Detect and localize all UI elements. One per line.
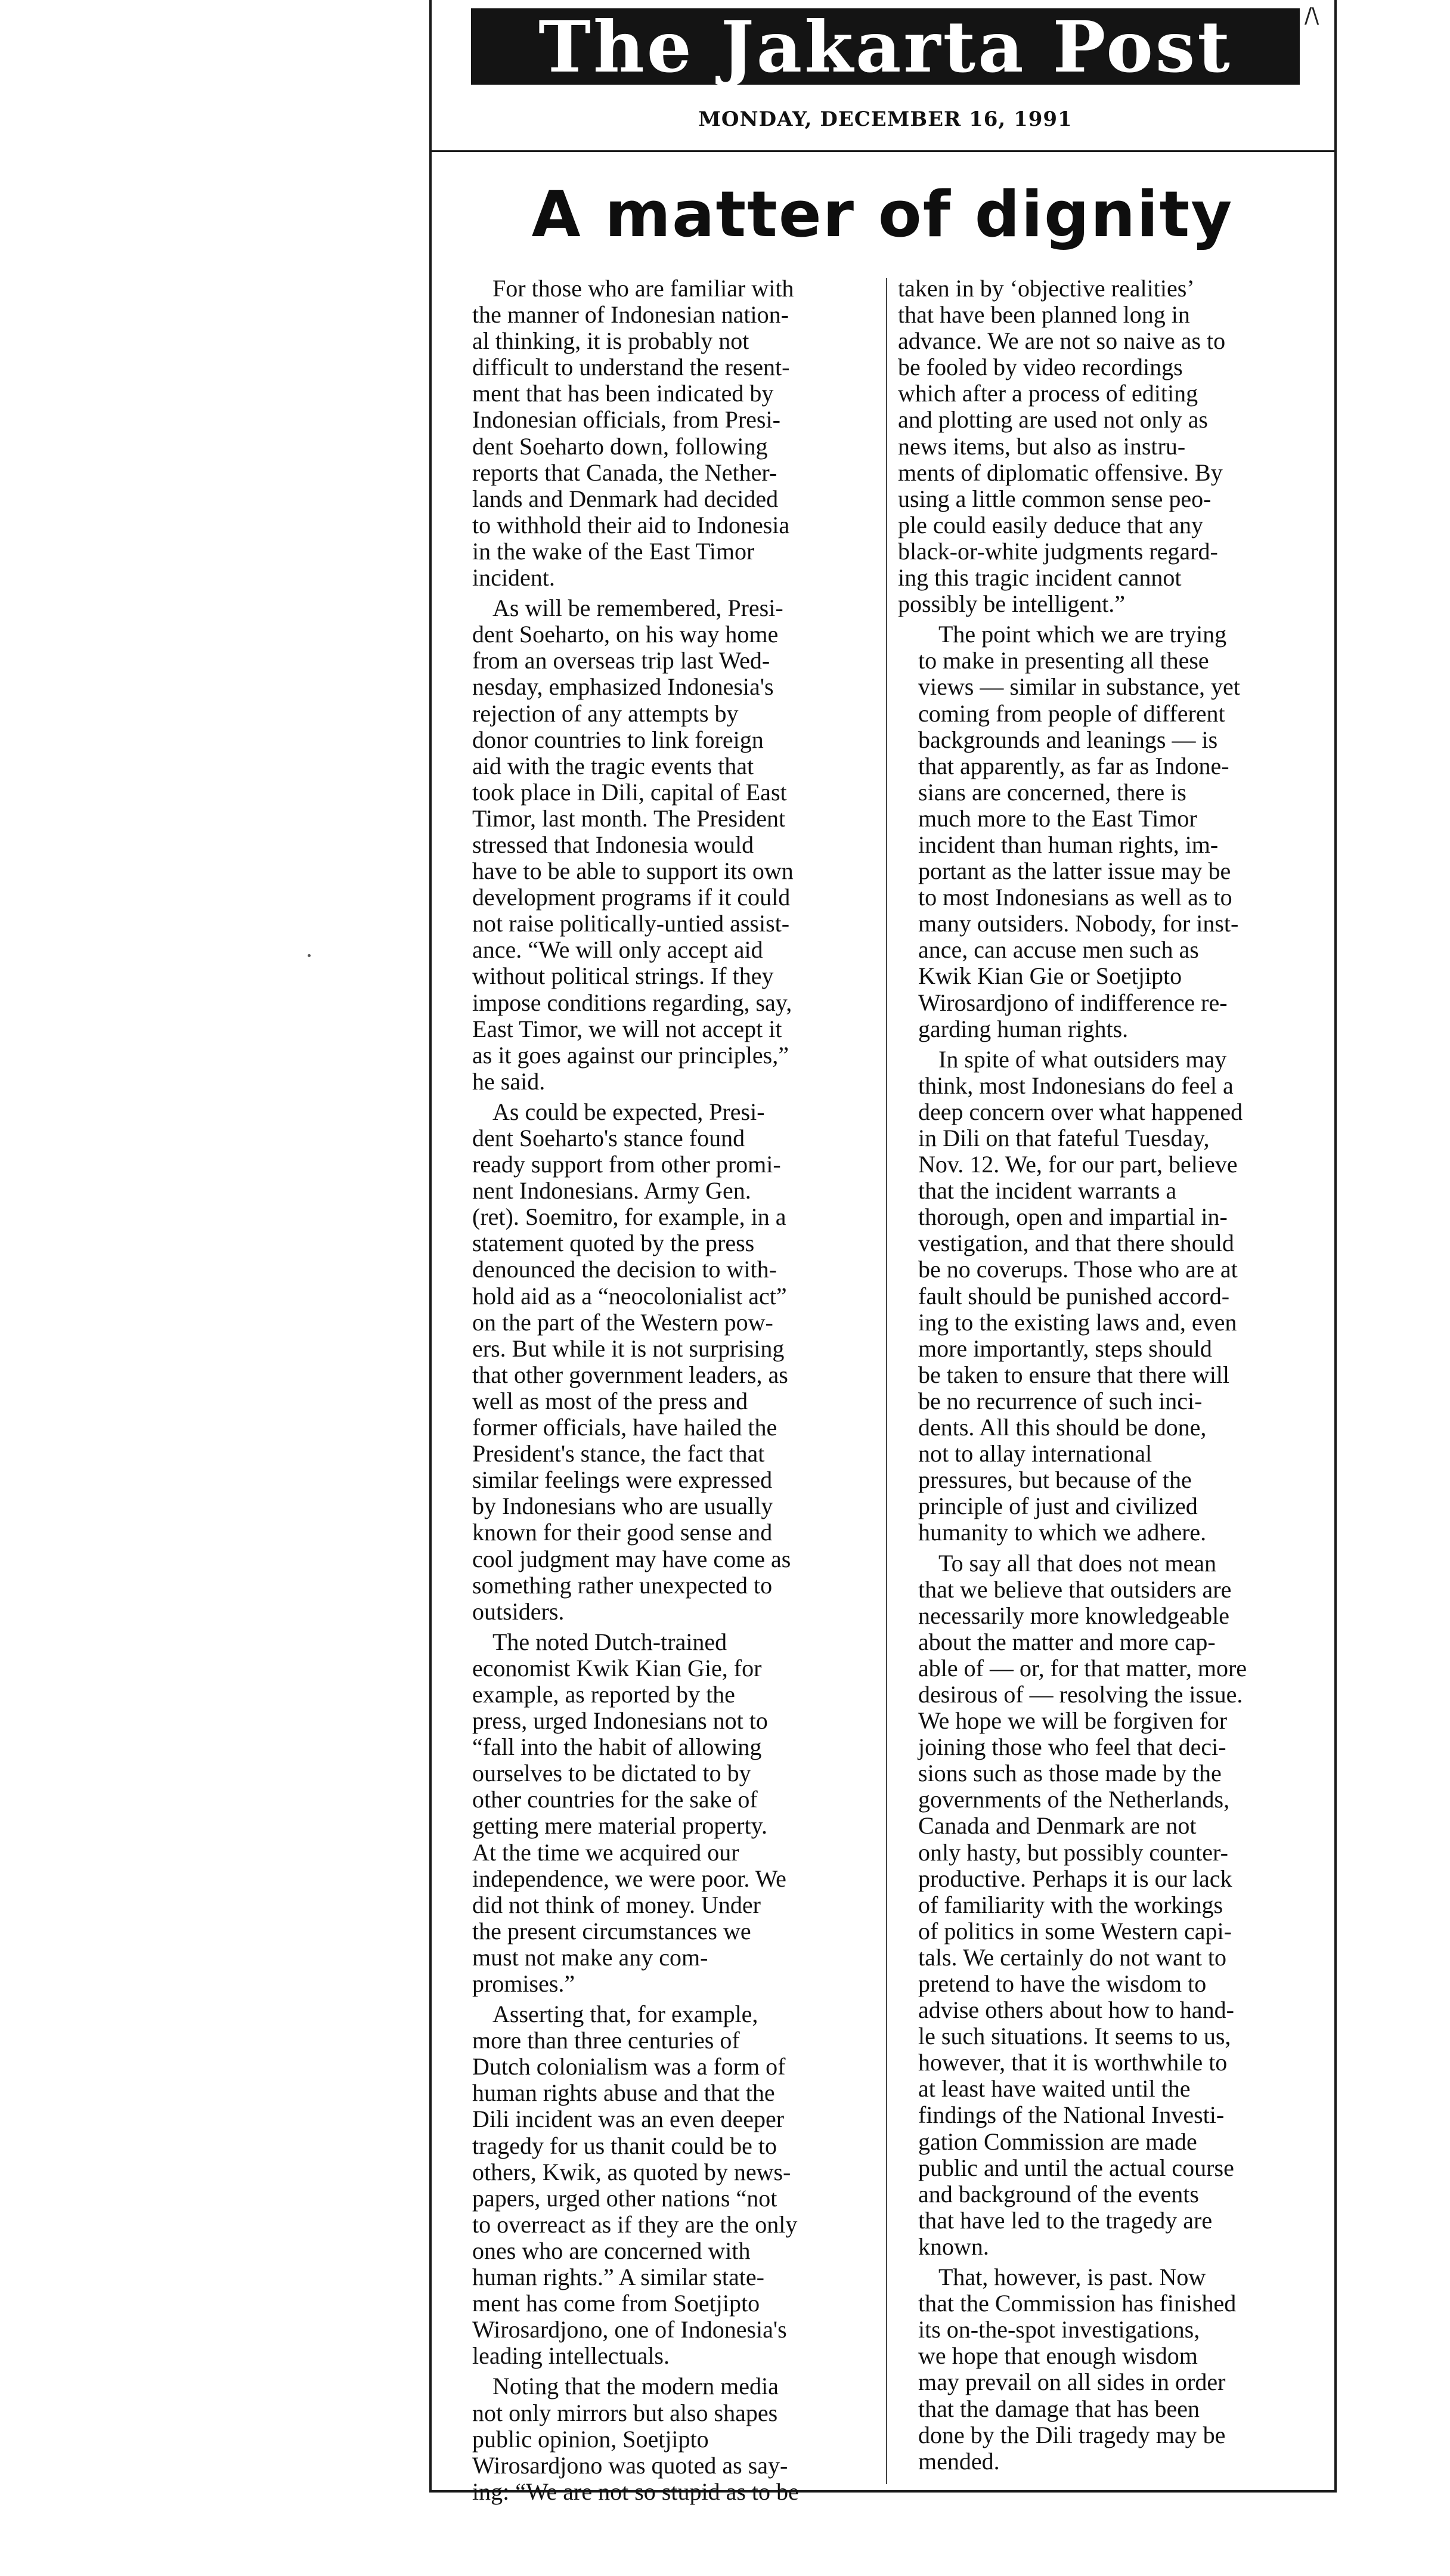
- text-line: As could be expected, Presi-: [492, 1098, 765, 1125]
- text-line: getting mere material property.: [472, 1812, 767, 1840]
- text-line: The noted Dutch-trained: [492, 1628, 727, 1655]
- text-line: Wirosardjono, one of Indonesia's: [472, 2316, 787, 2343]
- masthead-title: The Jakarta Post: [538, 5, 1232, 88]
- text-line: statement quoted by the press: [472, 1230, 755, 1257]
- text-line: al thinking, it is probably not: [472, 327, 749, 355]
- text-line: advise others about how to hand-: [918, 1996, 1234, 2024]
- text-line: lands and Denmark had decided: [472, 485, 779, 512]
- text-line: known for their good sense and: [472, 1519, 773, 1546]
- text-line: ment that has been indicated by: [472, 380, 774, 407]
- paragraph: [452, 275, 875, 591]
- text-line: ones who are concerned with: [472, 2237, 751, 2264]
- text-line: Nov. 12. We, for our part, believe: [918, 1151, 1238, 1178]
- text-line: dent Soeharto, on his way home: [472, 621, 779, 648]
- text-line: Dutch colonialism was a form of: [472, 2053, 786, 2080]
- text-line: economist Kwik Kian Gie, for: [472, 1654, 762, 1682]
- text-line: To say all that does not mean: [938, 1549, 1216, 1577]
- paragraph: [452, 2373, 875, 2504]
- text-line: gation Commission are made: [918, 2128, 1197, 2155]
- text-line: President's stance, the fact that: [472, 1440, 765, 1467]
- text-line: ments of diplomatic offensive. By: [898, 459, 1223, 486]
- text-line: cool judgment may have come as: [472, 1545, 791, 1572]
- text-line: As will be remembered, Presi-: [492, 595, 783, 622]
- right-border-rule: [1334, 0, 1337, 2493]
- paragraph: [898, 1550, 1324, 2261]
- text-line: from an overseas trip last Wed-: [472, 647, 770, 674]
- text-line: dents. All this should be done,: [918, 1414, 1207, 1441]
- text-line: that other government leaders, as: [472, 1361, 788, 1388]
- text-line: For those who are familiar with: [492, 275, 794, 302]
- text-line: backgrounds and leanings — is: [918, 726, 1218, 753]
- text-line: East Timor, we will not accept it: [472, 1015, 782, 1042]
- text-line: using a little common sense peo-: [898, 485, 1212, 512]
- text-line: its on-the-spot investigations,: [918, 2316, 1200, 2343]
- text-line: the present circumstances we: [472, 1917, 751, 1945]
- text-line: public and until the actual course: [918, 2154, 1234, 2181]
- dateline: MONDAY, DECEMBER 16, 1991: [698, 107, 1073, 131]
- text-line: that have led to the tragedy are: [918, 2206, 1213, 2234]
- text-line: Dili incident was an even deeper: [472, 2106, 785, 2133]
- text-line: Wirosardjono was quoted as say-: [472, 2451, 788, 2479]
- text-line: took place in Dili, capital of East: [472, 778, 787, 806]
- text-line: governments of the Netherlands,: [918, 1786, 1230, 1813]
- text-line: dent Soeharto's stance found: [472, 1125, 745, 1151]
- text-line: that the damage that has been: [918, 2395, 1200, 2422]
- text-line: news items, but also as instru-: [898, 432, 1186, 460]
- text-line: well as most of the press and: [472, 1387, 748, 1414]
- text-line: ing this tragic incident cannot: [898, 564, 1182, 592]
- text-line: humanity to which we adhere.: [918, 1519, 1207, 1546]
- text-line: findings of the National Investi-: [918, 2101, 1225, 2129]
- article-left-column: [452, 275, 875, 2509]
- text-line: coming from people of different: [918, 699, 1225, 727]
- paragraph: [898, 2264, 1324, 2475]
- text-line: not raise politically-untied assist-: [472, 910, 790, 937]
- text-line: not only mirrors but also shapes: [472, 2399, 778, 2426]
- text-line: rejection of any attempts by: [472, 699, 739, 727]
- text-line: The point which we are trying: [938, 621, 1227, 648]
- masthead: [471, 5, 1300, 88]
- text-line: pressures, but because of the: [918, 1466, 1192, 1494]
- text-line: to most Indonesians as well as to: [918, 884, 1232, 911]
- text-line: ourselves to be dictated to by: [472, 1760, 751, 1787]
- text-line: other countries for the sake of: [472, 1786, 758, 1813]
- text-line: press, urged Indonesians not to: [472, 1707, 768, 1735]
- text-line: sians are concerned, there is: [918, 778, 1186, 806]
- paragraph: [898, 275, 1324, 617]
- text-line: at least have waited until the: [918, 2075, 1191, 2103]
- text-line: of familiarity with the workings: [918, 1891, 1223, 1918]
- text-line: to withhold their aid to Indonesia: [472, 511, 790, 538]
- text-line: stressed that Indonesia would: [472, 831, 754, 858]
- text-line: be taken to ensure that there will: [918, 1361, 1230, 1388]
- text-line: Wirosardjono of indifference re-: [918, 989, 1228, 1016]
- text-line: that have been planned long in: [898, 301, 1190, 329]
- text-line: We hope we will be forgiven for: [918, 1707, 1228, 1735]
- text-line: much more to the East Timor: [918, 804, 1197, 832]
- text-line: desirous of — resolving the issue.: [918, 1680, 1243, 1708]
- text-line: outsiders.: [472, 1597, 565, 1625]
- paragraph: [452, 595, 875, 1095]
- text-line: black-or-white judgments regard-: [898, 537, 1218, 565]
- text-line: vestigation, and that there should: [918, 1230, 1234, 1257]
- text-line: about the matter and more cap-: [918, 1628, 1216, 1655]
- text-line: to make in presenting all these: [918, 647, 1209, 674]
- header-divider: [429, 150, 1337, 152]
- text-line: that apparently, as far as Indone-: [918, 752, 1229, 779]
- text-line: “fall into the habit of allowing: [472, 1733, 762, 1761]
- text-line: Timor, last month. The President: [472, 804, 786, 832]
- paragraph: [452, 1629, 875, 1997]
- text-line: deep concern over what happened: [918, 1098, 1243, 1125]
- text-line: ment has come from Soetjipto: [472, 2290, 760, 2317]
- text-line: public opinion, Soetjipto: [472, 2425, 709, 2453]
- text-line: think, most Indonesians do feel a: [918, 1072, 1234, 1099]
- text-line: ers. But while it is not surprising: [472, 1335, 785, 1362]
- text-line: which after a process of editing: [898, 380, 1198, 407]
- text-line: necessarily more knowledgeable: [918, 1602, 1230, 1629]
- text-line: did not think of money. Under: [472, 1891, 761, 1918]
- text-line: promises.”: [472, 1970, 575, 1997]
- text-line: portant as the latter issue may be: [918, 857, 1231, 885]
- text-line: development programs if it could: [472, 884, 791, 911]
- text-line: others, Kwik, as quoted by news-: [472, 2158, 791, 2185]
- text-line: human rights.” A similar state-: [472, 2264, 764, 2291]
- text-line: must not make any com-: [472, 1943, 708, 1971]
- text-line: the manner of Indonesian nation-: [472, 301, 789, 329]
- text-line: example, as reported by the: [472, 1680, 735, 1708]
- text-line: by Indonesians who are usually: [472, 1493, 773, 1520]
- text-line: ing: “We are not so stupid as to be: [472, 2478, 799, 2505]
- text-line: possibly be intelligent.”: [898, 590, 1126, 618]
- text-line: thorough, open and impartial in-: [918, 1203, 1228, 1231]
- text-line: of politics in some Western capi-: [918, 1917, 1232, 1945]
- left-border-rule: [429, 0, 432, 2493]
- text-line: nent Indonesians. Army Gen.: [472, 1177, 751, 1205]
- text-line: we hope that enough wisdom: [918, 2342, 1198, 2370]
- text-line: incident than human rights, im-: [918, 831, 1219, 858]
- text-line: papers, urged other nations “not: [472, 2184, 777, 2212]
- text-line: le such situations. It seems to us,: [918, 2023, 1231, 2050]
- headline: A matter of dignity: [531, 178, 1234, 251]
- text-line: incident.: [472, 564, 555, 592]
- text-line: productive. Perhaps it is our lack: [918, 1865, 1232, 1892]
- text-line: sions such as those made by the: [918, 1760, 1222, 1787]
- text-line: (ret). Soemitro, for example, in a: [472, 1203, 786, 1231]
- text-line: garding human rights.: [918, 1015, 1129, 1042]
- column-divider: [886, 278, 887, 2484]
- text-line: have to be able to support its own: [472, 857, 794, 885]
- text-line: difficult to understand the resent-: [472, 354, 790, 381]
- text-line: joining those who feel that deci-: [918, 1733, 1226, 1761]
- text-line: that the incident warrants a: [918, 1177, 1177, 1205]
- text-line: mended.: [918, 2447, 1000, 2475]
- text-line: to overreact as if they are the only: [472, 2210, 798, 2238]
- text-line: on the part of the Western pow-: [472, 1308, 773, 1336]
- text-line: known.: [918, 2233, 989, 2260]
- text-line: able of — or, for that matter, more: [918, 1654, 1247, 1682]
- paragraph: [452, 2001, 875, 2369]
- text-line: views — similar in substance, yet: [918, 673, 1240, 701]
- paragraph: [898, 621, 1324, 1042]
- text-line: more importantly, steps should: [918, 1335, 1212, 1362]
- text-line: former officials, have hailed the: [472, 1414, 777, 1441]
- text-line: be fooled by video recordings: [898, 354, 1183, 381]
- corner-mark: /\: [1305, 4, 1319, 28]
- text-line: ing to the existing laws and, even: [918, 1308, 1237, 1336]
- text-line: principle of just and civilized: [918, 1493, 1198, 1520]
- text-line: dent Soeharto down, following: [472, 432, 768, 460]
- text-line: Kwik Kian Gie or Soetjipto: [918, 962, 1182, 990]
- text-line: tragedy for us thanit could be to: [472, 2132, 777, 2159]
- text-line: leading intellectuals.: [472, 2342, 670, 2370]
- text-line: independence, we were poor. We: [472, 1865, 786, 1892]
- text-line: and plotting are used not only as: [898, 406, 1208, 434]
- text-line: aid with the tragic events that: [472, 752, 754, 779]
- text-line: that we believe that outsiders are: [918, 1575, 1232, 1603]
- text-line: impose conditions regarding, say,: [472, 989, 792, 1016]
- text-line: without political strings. If they: [472, 962, 774, 990]
- text-line: pretend to have the wisdom to: [918, 1970, 1207, 1997]
- text-line: ready support from other promi-: [472, 1151, 781, 1178]
- article-right-column: [898, 275, 1324, 2479]
- text-line: be no recurrence of such inci-: [918, 1387, 1203, 1414]
- text-line: done by the Dili tragedy may be: [918, 2421, 1226, 2448]
- text-line: and background of the events: [918, 2180, 1199, 2207]
- text-line: in Dili on that fateful Tuesday,: [918, 1125, 1210, 1151]
- text-line: ance. “We will only accept aid: [472, 936, 763, 964]
- text-line: fault should be punished accord-: [918, 1282, 1230, 1309]
- text-line: be no coverups. Those who are at: [918, 1256, 1238, 1283]
- text-line: ance, can accuse men such as: [918, 936, 1199, 964]
- text-line: hold aid as a “neocolonialist act”: [472, 1282, 787, 1309]
- text-line: something rather unexpected to: [472, 1571, 773, 1599]
- text-line: At the time we acquired our: [472, 1838, 739, 1866]
- text-line: In spite of what outsiders may: [938, 1045, 1227, 1073]
- paragraph: [898, 1046, 1324, 1546]
- text-line: ple could easily deduce that any: [898, 511, 1204, 538]
- text-line: reports that Canada, the Nether-: [472, 459, 777, 486]
- text-line: nesday, emphasized Indonesia's: [472, 673, 774, 701]
- text-line: human rights abuse and that the: [472, 2079, 775, 2107]
- text-line: similar feelings were expressed: [472, 1466, 773, 1494]
- text-line: tals. We certainly do not want to: [918, 1943, 1227, 1971]
- text-line: Asserting that, for example,: [492, 2001, 758, 2028]
- text-line: only hasty, but possibly counter-: [918, 1838, 1228, 1866]
- text-line: he said.: [472, 1067, 546, 1095]
- text-line: may prevail on all sides in order: [918, 2368, 1226, 2396]
- text-line: many outsiders. Nobody, for inst-: [918, 910, 1239, 937]
- text-line: not to allay international: [918, 1440, 1152, 1467]
- text-line: That, however, is past. Now: [938, 2264, 1206, 2291]
- text-line: Canada and Denmark are not: [918, 1812, 1197, 1840]
- text-line: more than three centuries of: [472, 2027, 740, 2054]
- text-line: denounced the decision to with-: [472, 1256, 777, 1283]
- text-line: in the wake of the East Timor: [472, 537, 755, 565]
- text-line: as it goes against our principles,”: [472, 1041, 789, 1069]
- paragraph: [452, 1099, 875, 1625]
- text-line: however, that it is worthwhile to: [918, 2049, 1228, 2076]
- text-line: that the Commission has finished: [918, 2290, 1237, 2317]
- text-line: Indonesian officials, from Presi-: [472, 406, 780, 434]
- text-line: donor countries to link foreign: [472, 726, 764, 753]
- text-line: advance. We are not so naive as to: [898, 327, 1226, 355]
- scan-speck: [308, 954, 311, 957]
- text-line: Noting that the modern media: [492, 2373, 779, 2400]
- text-line: taken in by ‘objective realities’: [898, 275, 1195, 302]
